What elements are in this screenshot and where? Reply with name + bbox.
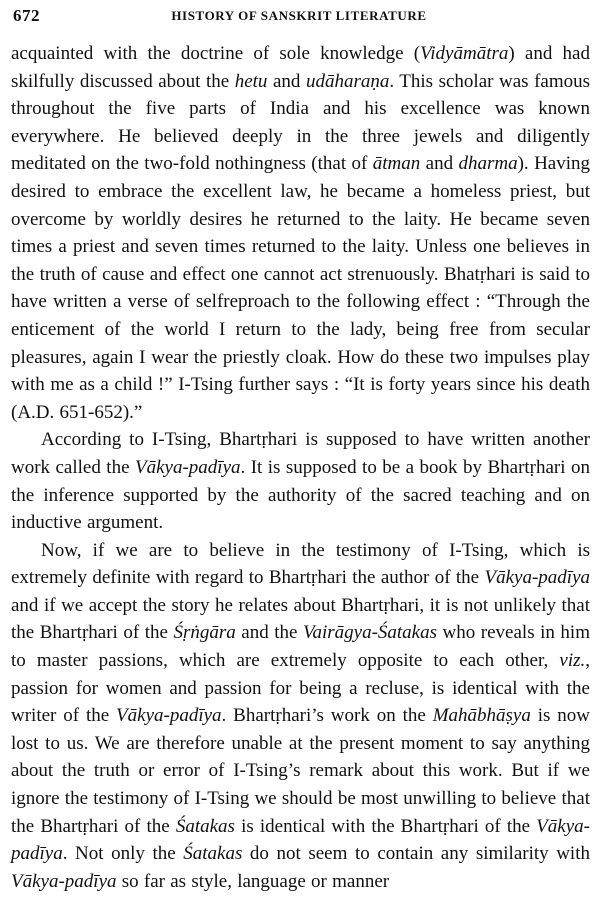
text-run: and <box>420 153 459 175</box>
text-run: do not seem to contain any similarity with <box>242 843 590 865</box>
italic-term: Śatakas <box>183 843 243 865</box>
italic-term: Vairāgya-Śatakas <box>302 622 438 644</box>
italic-term: Vākya-padīya <box>484 567 590 589</box>
italic-term: Mahābhāṣya <box>432 705 531 727</box>
italic-term: Vākya-padīya <box>11 815 590 865</box>
text-run: acquainted with the doctrine of sole knowledge ( <box>11 43 421 64</box>
italic-term: Vākya-padīya <box>116 705 222 727</box>
text-run: Now, if we are to believe in the testimony of I-Tsing, which is extremely definite with regard to Bhartṛhari the author of the <box>11 539 590 589</box>
page-number: 672 <box>13 6 40 25</box>
body-text <box>8 40 590 895</box>
text-run: . Not only the <box>62 843 184 865</box>
text-run: , passion for women and passion for being a recluse, is identical with the writer of the <box>11 650 590 727</box>
text-run: is identical with the Bhartṛhari of the <box>234 815 537 837</box>
text-run: . It is supposed to be a book by Bhartṛhari on the inference supported by the authority of the sacred teaching and on inductive argument. <box>11 456 590 534</box>
paragraph <box>11 426 590 536</box>
italic-term: ātman <box>372 153 421 175</box>
italic-term: Vākya-padīya <box>134 456 241 478</box>
text-run: is now lost to us. We are therefore unable at the present moment to say anything about the truth or error of I-Tsing’s remark about this work. But if we ignore the testimony of I-Tsing we should be most unwilling to believe that the Bhartṛhari of the <box>11 705 590 837</box>
italic-term: Śatakas <box>175 815 235 837</box>
text-run: and if we accept the story he relates about Bhartṛhari, it is not unlikely that the Bhartṛhari of the <box>11 594 590 644</box>
paragraph <box>11 537 590 896</box>
text-run: ) and had skilfully discussed about the <box>11 43 590 92</box>
text-run: so far as style, language or manner <box>116 870 390 892</box>
italic-term: udāharaṇa <box>305 70 390 92</box>
italic-term: Vākya-padīya <box>11 870 117 892</box>
page-header <box>8 0 590 40</box>
italic-term: viz. <box>559 650 586 672</box>
running-title: HISTORY OF SANSKRIT LITERATURE <box>171 8 427 23</box>
paragraph <box>11 40 590 426</box>
text-run: and <box>267 70 306 92</box>
text-run: According to I-Tsing, Bhartṛhari is supposed to have written another work called the <box>11 429 590 478</box>
text-run: and the <box>235 622 303 644</box>
italic-term: Śṛṅgāra <box>173 622 236 644</box>
text-run: ). Having desired to embrace the excellent law, he became a homeless priest, but overcome by worldly desires he returned to the laity. He became seven times a priest and seven times returned to the laity. Unless one believes in the truth of cause and effect one cannot act strenuously. Bhatṛhari is said to have written a verse of selfreproach to the following effect : “Through the enticement of the world I return to the lady, being free from secular pleasures, again I wear the priestly cloak. How do these two impulses play with me as a child !” I-Tsing further says : “It is forty years since his death (A.D. 651-652).” <box>11 153 591 423</box>
text-run: . Bhartṛhari’s work on the <box>221 705 433 727</box>
text-run: who reveals in him to master passions, which are extremely opposite to each other, <box>11 622 590 672</box>
italic-term: Vidyāmātra <box>420 43 509 64</box>
italic-term: dharma <box>458 153 518 175</box>
text-run: . This scholar was famous throughout the five parts of India and his excellence was known everywhere. He believed deeply in the three jewels and diligently meditated on the two-fold nothingness (that of <box>11 70 590 175</box>
italic-term: hetu <box>234 70 268 92</box>
